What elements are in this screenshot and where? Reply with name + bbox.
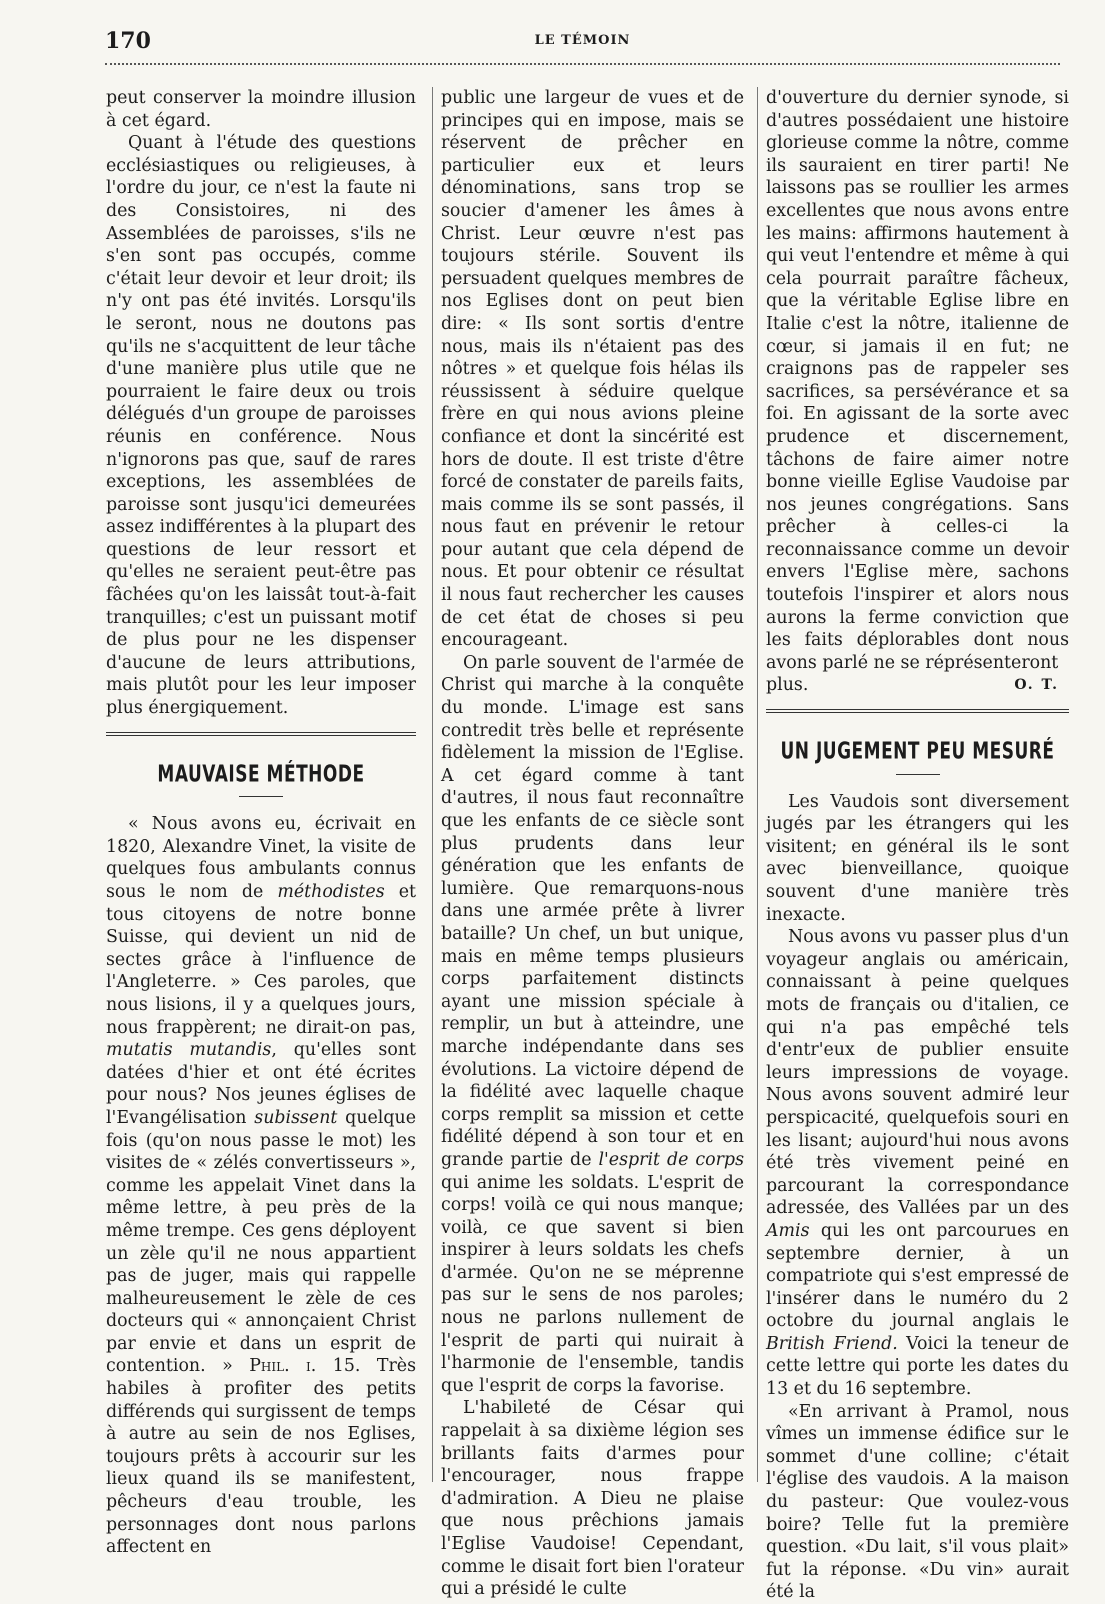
paragraph: public une largeur de vues et de principes qui en impose, mais se réservent de prêcher en particulier eux et leurs dénominations, sans trop se soucier d'amener les âmes à Christ. Leur œuvre n'est pas toujours stérile. Souvent ils persuadent quelques membres de nos Eglises dont on peut bien dire: « Ils sont sortis d'entre nous, mais ils n'étaient pas des nôtres » et quelque fois hélas ils réussissent à séduire quelque frère en qui nous avions pleine confiance et dont la sincérité est hors de doute. Il est triste d'être forcé de constater de pareils faits, mais comme ils se sont passés, il nous faut en prévenir le retour pour autant que cela dépend de nous. Et pour obtenir ce résultat il nous faut rechercher les causes de cet état de choses si peu encourageant. — [441, 88, 744, 651]
section-heading: MAUVAISE MÉTHODE — [157, 761, 365, 789]
page-number: 170 — [105, 28, 151, 54]
heading-dash — [239, 796, 283, 797]
heading-dash — [896, 774, 940, 775]
page-header — [105, 28, 1060, 58]
column-1 — [106, 87, 416, 1559]
column-3 — [757, 87, 1069, 1603]
section-divider — [766, 709, 1069, 713]
section-heading: UN JUGEMENT PEU MESURÉ — [780, 738, 1055, 766]
paragraph: Les Vaudois sont diversement jugés par les étrangers qui les visitent; en général ils le sont avec bienveillance, quoique souvent d'une manière très inexacte. — [766, 791, 1069, 925]
column-2 — [432, 87, 744, 1600]
paragraph: On parle souvent de l'armée de Christ qui marche à la conquête du monde. L'image est sans contredit très belle et représente fidèlement la mission de l'Eglise. A cet égard comme à tant d'autres, il nous faut reconnaître que les enfants de ce siècle sont plus prudents dans leur génération que les enfants de lumière. Que remarquons-nous dans une armée prête à livrer bataille? Un chef, un but unique, mais en même temps plusieurs corps parfaitement distincts ayant une mission spéciale à remplir, un but à atteindre, une marche indépendante dans ses évolutions. La victoire dépend de la fidélité avec laquelle chaque corps remplit sa mission et cette fidélité dépend à son tour et en grande partie de l'esprit de corps qui anime les soldats. L'esprit de corps! voilà ce qui nous manque; voilà, ce que savent si bien inspirer à leurs soldats les chefs d'armée. Qu'on ne se méprenne pas sur le sens de nos paroles; nous ne parlons nullement de l'esprit de parti qui nuirait à l'harmonie de l'ensemble, tandis que l'esprit de corps la favorise. — [441, 652, 744, 1396]
paragraph: «En arrivant à Pramol, nous vîmes un immense édifice sur le sommet d'une colline; c'était l'église des vaudois. A la maison du pasteur: Que voulez-vous boire? Telle fut la première question. «Du lait, s'il vous plait» fut la réponse. «Du vin» aurait été la — [766, 1401, 1069, 1603]
section-divider — [106, 732, 416, 736]
paragraph: Nous avons vu passer plus d'un voyageur anglais ou américain, connaissant à peine quelques mots de français ou d'italien, ce qui n'a pas empêché tels d'entr'eux de publier ensuite leurs impressions de voyage. Nous avons souvent admiré leur perspicacité, quelquefois souri en les lisant; aujourd'hui nous avons été très vivement peiné en parcourant la correspondance adressée, des Vallées par un des Amis qui les ont parcourues en septembre dernier, à un compatriote qui s'est empressé de l'insérer dans le numéro du 2 octobre du journal anglais le British Friend. Voici la teneur de cette lettre qui porte les dates du 13 et du 16 septembre. — [766, 927, 1069, 1400]
signature-line: plus. O. T. — [766, 674, 1069, 697]
header-rule — [105, 63, 1060, 65]
paragraph: Quant à l'étude des questions ecclésiastiques ou religieuses, à l'ordre du jour, ce n'est la faute ni des Consistoires, ni des Assemblées de paroisses, s'ils ne s'en sont pas occupés, comme c'était leur devoir et leur droit; ils n'y ont pas été invités. Lorsqu'ils le seront, nous ne doutons pas qu'ils ne s'acquittent de leur tâche d'une manière plus utile que ne pourraient le faire deux ou trois délégués d'un groupe de paroisses réunis en conférence. Nous n'ignorons pas que, sauf de rares exceptions, les assemblées de paroisse sont jusqu'ici demeurées assez indifférentes à la plupart des questions de leur ressort et qu'elles ne seraient peut-être pas fâchées qu'on les laissât tout-à-fait tranquilles; c'est un puissant motif de plus pour ne les dispenser d'aucune de leurs attributions, mais plutôt pour les leur imposer plus énergiquement. — [106, 133, 416, 719]
paragraph: « Nous avons eu, écrivait en 1820, Alexandre Vinet, la visite de quelques fous ambulants connus sous le nom de méthodistes et tous citoyens de notre bonne Suisse, qui devient un nid de sectes grâce à l'influence de l'Angleterre. » Ces paroles, que nous lisions, il y a quelques jours, nous frappèrent; ne dirait-on pas, mutatis mutandis, qu'elles sont datées d'hier et ont été écrites pour nous? Nos jeunes églises de l'Evangélisation subissent quelque fois (qu'on nous passe le mot) les visites de « zélés convertisseurs », comme les appelait Vinet dans la même lettre, à peu près de la même trempe. Ces gens déployent un zèle qu'il ne nous appartient pas de juger, mais qui rappelle malheureusement le zèle de ces docteurs qui « annonçaient Christ par envie et dans un esprit de contention. » Phil. i. 15. Très habiles à profiter des petits différends qui surgissent de temps à autre au sein de nos Eglises, toujours prêts à accourir sur les lieux quand ils se manifestent, pêcheurs d'eau trouble, les personnages dont nous parlons affectent en — [106, 814, 417, 1558]
paragraph: peut conserver la moindre illusion à cet égard. — [106, 88, 416, 131]
running-title: LE TÉMOIN — [534, 33, 631, 48]
paragraph: L'habileté de César qui rappelait à sa dixième légion ses brillants faits d'armes pour l'encourager, nous frappe d'admiration. A Dieu ne plaise que nous prêchions jamais l'Eglise Vaudoise! Cependant, comme le disait fort bien l'orateur qui a présidé le culte — [441, 1398, 744, 1600]
paragraph: d'ouverture du dernier synode, si d'autres possédaient une histoire glorieuse comme la nôtre, comme ils sauraient en tirer parti! Ne laissons pas se roullier les armes excellentes que nous avons entre les mains: affirmons hautement à qui veut l'entendre et même à qui cela pourrait paraître fâcheux, que la véritable Eglise libre en Italie c'est la nôtre, italienne de cœur, si jamais il en fut; ne craignons pas de rappeler ses sacrifices, sa persévérance et sa foi. En agissant de la sorte avec prudence et discernement, tâchons de faire aimer notre bonne vieille Eglise Vaudoise par nos jeunes congrégations. Sans prêcher à celles-ci la reconnaissance comme un devoir envers l'Eglise mère, sachons toutefois l'inspirer et alors nous aurons la ferme conviction que les faits déplorables dont nous avons parlé ne se réprésenteront — [766, 88, 1069, 673]
author-initials: O. T. — [1014, 677, 1059, 694]
